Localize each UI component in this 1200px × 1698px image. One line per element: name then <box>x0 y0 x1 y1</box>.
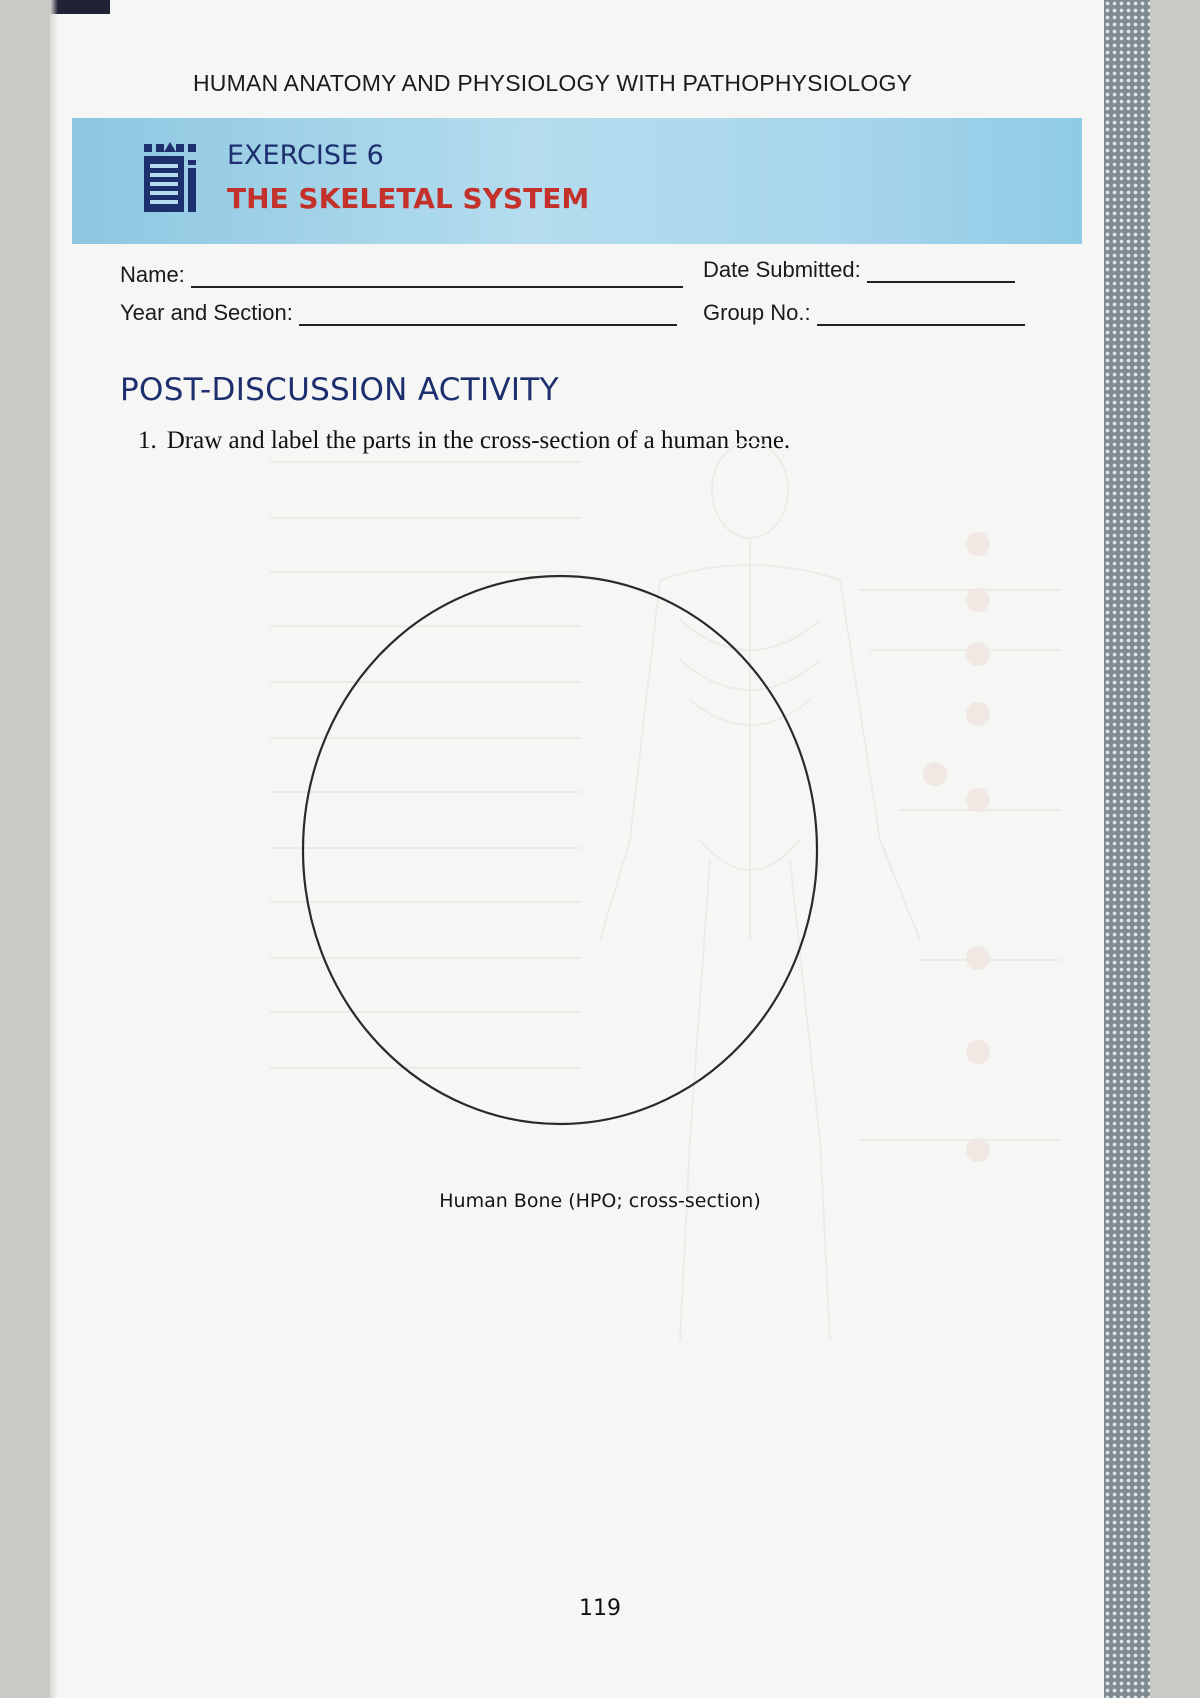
year-section-label: Year and Section: <box>120 300 293 325</box>
exercise-title: THE SKELETAL SYSTEM <box>227 182 590 215</box>
group-no-blank-line[interactable] <box>817 304 1025 326</box>
date-submitted-field[interactable] <box>703 257 1015 283</box>
year-section-blank-line[interactable] <box>299 304 677 326</box>
year-section-field[interactable] <box>120 300 677 326</box>
workbook-page <box>50 0 1150 1698</box>
page-number: 119 <box>579 1596 621 1621</box>
date-submitted-label: Date Submitted: <box>703 257 861 282</box>
group-no-field[interactable] <box>703 300 1025 326</box>
drawing-area-circle[interactable] <box>290 570 830 1130</box>
exercise-banner <box>72 118 1082 244</box>
running-head: HUMAN ANATOMY AND PHYSIOLOGY WITH PATHOPHYSIOLOGY <box>193 70 913 96</box>
group-no-label: Group No.: <box>703 300 811 325</box>
name-field[interactable] <box>120 262 683 288</box>
clipboard-checklist-icon <box>142 142 198 214</box>
drawing-caption: Human Bone (HPO; cross-section) <box>439 1190 761 1212</box>
book-spine-edge <box>50 0 110 14</box>
section-heading: POST-DISCUSSION ACTIVITY <box>120 372 559 408</box>
question-text: Draw and label the parts in the cross-section of a human bone. <box>166 427 791 454</box>
question-number: 1. <box>138 427 157 454</box>
name-label: Name: <box>120 262 185 287</box>
date-submitted-blank-line[interactable] <box>867 261 1015 283</box>
page-gutter-shadow <box>50 0 58 1698</box>
exercise-number: EXERCISE 6 <box>227 140 384 171</box>
name-blank-line[interactable] <box>191 266 683 288</box>
